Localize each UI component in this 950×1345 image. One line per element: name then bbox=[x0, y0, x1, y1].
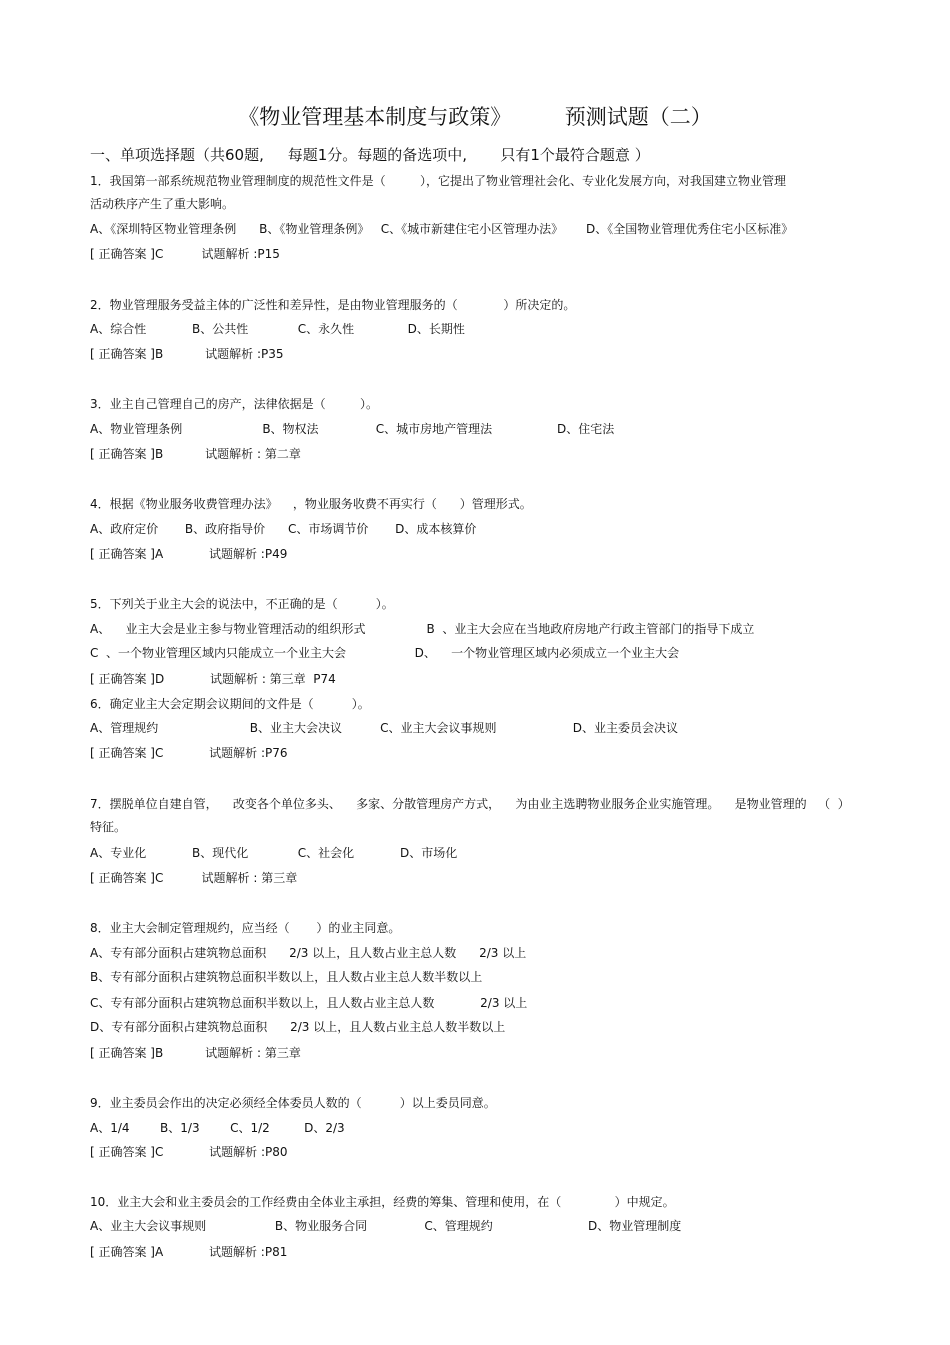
q1-stem-cont: 活动秩序产生了重大影响。 bbox=[90, 197, 235, 211]
q5-options-ab: A、 业主大会是业主参与物业管理活动的组织形式 B 、业主大会应在当地政府房地产行政主管部门的指导下成立 bbox=[90, 622, 755, 636]
q8-option-b: B、专有部分面积占建筑物总面积半数以上，且人数占业主总人数半数以上 bbox=[90, 970, 483, 984]
q5-stem: 5．下列关于业主大会的说法中，不正确的是（ ）。 bbox=[90, 597, 394, 611]
q10-options: A、业主大会议事规则 B、物业服务合同 C、管理规约 D、物业管理制度 bbox=[90, 1219, 682, 1233]
q2-answer: [ 正确答案 ]B 试题解析 :P35 bbox=[90, 347, 284, 361]
q1-answer: [ 正确答案 ]C 试题解析 :P15 bbox=[90, 247, 280, 261]
q8-option-a: A、专有部分面积占建筑物总面积 2/3 以上，且人数占业主总人数 2/3 以上 bbox=[90, 946, 527, 960]
q8-option-c: C、专有部分面积占建筑物总面积半数以上，且人数占业主总人数 2/3 以上 bbox=[90, 996, 528, 1010]
q6-answer: [ 正确答案 ]C 试题解析 :P76 bbox=[90, 746, 288, 760]
q9-answer: [ 正确答案 ]C 试题解析 :P80 bbox=[90, 1145, 288, 1159]
section-heading: 一、单项选择题（共60题, 每题1分。每题的备选项中, 只有1个最符合题意 ） bbox=[90, 146, 650, 164]
q7-stem: 7．摆脱单位自建自管， 改变各个单位多头、 多家、分散管理房产方式， 为由业主选聘物业服务企业实施管理。 是物业管理的 （ ） bbox=[90, 797, 850, 811]
q5-answer: [ 正确答案 ]D 试题解析 : 第三章 P74 bbox=[90, 672, 336, 686]
q3-options: A、物业管理条例 B、物权法 C、城市房地产管理法 D、住宅法 bbox=[90, 422, 615, 436]
q7-answer: [ 正确答案 ]C 试题解析 : 第三章 bbox=[90, 871, 298, 885]
q10-answer: [ 正确答案 ]A 试题解析 :P81 bbox=[90, 1245, 288, 1259]
q6-options: A、管理规约 B、业主大会决议 C、业主大会议事规则 D、业主委员会决议 bbox=[90, 721, 679, 735]
q1-stem: 1．我国第一部系统规范物业管理制度的规范性文件是（ ），它提出了物业管理社会化、专业化发展方向，对我国建立物业管理 bbox=[90, 174, 786, 188]
q8-stem: 8．业主大会制定管理规约，应当经（ ）的业主同意。 bbox=[90, 921, 401, 935]
q3-answer: [ 正确答案 ]B 试题解析 : 第二章 bbox=[90, 447, 301, 461]
q10-stem: 10．业主大会和业主委员会的工作经费由全体业主承担，经费的筹集、管理和使用，在（ ）中规定。 bbox=[90, 1195, 675, 1209]
q2-stem: 2．物业管理服务受益主体的广泛性和差异性，是由物业管理服务的（ ）所决定的。 bbox=[90, 298, 576, 312]
q5-options-cd: C 、一个物业管理区域内只能成立一个业主大会 D、 一个物业管理区域内必须成立一个业主大会 bbox=[90, 646, 680, 660]
q6-stem: 6．确定业主大会定期会议期间的文件是（ ）。 bbox=[90, 697, 370, 711]
q2-options: A、综合性 B、公共性 C、永久性 D、长期性 bbox=[90, 322, 465, 336]
q8-answer: [ 正确答案 ]B 试题解析 : 第三章 bbox=[90, 1046, 301, 1060]
q3-stem: 3．业主自己管理自己的房产，法律依据是（ ）。 bbox=[90, 397, 378, 411]
q4-answer: [ 正确答案 ]A 试题解析 :P49 bbox=[90, 547, 288, 561]
q9-stem: 9．业主委员会作出的决定必须经全体委员人数的（ ）以上委员同意。 bbox=[90, 1096, 496, 1110]
q4-stem: 4．根据《物业服务收费管理办法》 ，物业服务收费不再实行（ ）管理形式。 bbox=[90, 497, 532, 511]
q7-options: A、专业化 B、现代化 C、社会化 D、市场化 bbox=[90, 846, 458, 860]
q7-stem-cont: 特征。 bbox=[90, 820, 127, 834]
q9-options: A、1/4 B、1/3 C、1/2 D、2/3 bbox=[90, 1121, 345, 1135]
q1-options: A、《深圳特区物业管理条例 B、《物业管理条例》 C、《城市新建住宅小区管理办法》 D、《全国物业管理优秀住宅小区标准》 bbox=[90, 222, 794, 236]
q4-options: A、政府定价 B、政府指导价 C、市场调节价 D、成本核算价 bbox=[90, 522, 477, 536]
document-title: 《物业管理基本制度与政策》 预测试题（二） bbox=[238, 105, 712, 129]
q8-option-d: D、专有部分面积占建筑物总面积 2/3 以上，且人数占业主总人数半数以上 bbox=[90, 1020, 506, 1034]
